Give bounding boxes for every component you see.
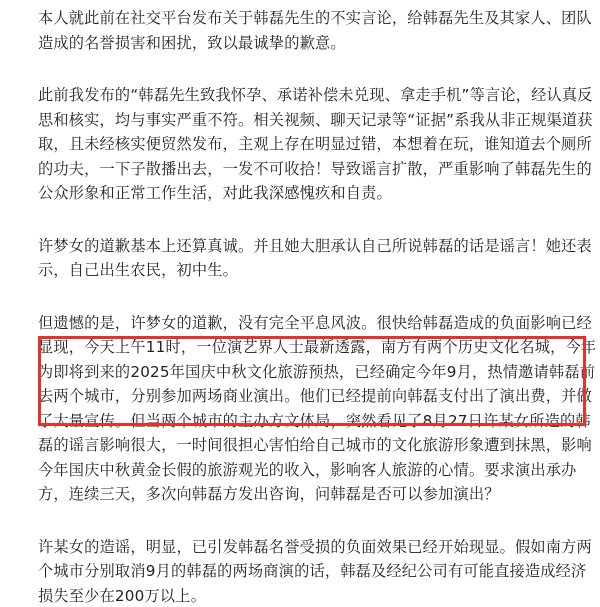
text-line: 个城市分别取消9月的韩磊的两场商演的话，韩磊及经纪公司有可能直接造成经济 — [38, 562, 587, 580]
text-line: 此前我发布的“韩磊先生致我怀孕、承诺补偿未兑现、拿走手机”等言论，经认真反 — [38, 86, 593, 104]
text-line: 今年国庆中秋黄金长假的旅游观光的收入，影响客人旅游的心情。要求演出承办 — [38, 460, 577, 479]
paragraph-commentary — [38, 234, 592, 283]
text-line: 造成的名誉损害和困扰，致以最诚挚的歉意。 — [38, 33, 346, 52]
text-line: 但遗憾的是，许梦女的道歉，没有完全平息风波。很快给韩磊造成的负面影响已经 — [38, 313, 592, 332]
text-line: 损失至少在200万以上。 — [38, 586, 207, 605]
text-line: 去两个城市，分别参加两场商业演出。他们已经提前向韩磊支付出了演出费，并做 — [38, 387, 592, 405]
text-line: 显现，今天上午11时，一位演艺界人士最新透露，南方有两个历史文化名城，今年 — [38, 338, 597, 356]
paragraph-admission — [38, 83, 593, 206]
paragraph-apology — [38, 6, 592, 55]
text-line: 取，且未经核实便贸然发布，主观上存在明显过错，本想着在玩，谁知道去个厕所 — [38, 135, 592, 153]
paragraph-impact — [38, 311, 597, 507]
text-line: 公众形象和正常工作生活，对此我深感愧疚和自责。 — [38, 184, 392, 202]
text-line: 示，自己出生农民，初中生。 — [38, 261, 239, 279]
text-line: 方，连续三天，多次向韩磊方发出咨询，问韩磊是否可以参加演出？ — [38, 485, 500, 503]
text-line: 为即将到来的2025年国庆中秋文化旅游预热，已经确定今年9月，热情邀请韩磊前 — [38, 362, 596, 381]
text-line: 磊的谣言影响很大，一时间很担心害怕给自己城市的文化旅游形象遭到抹黑，影响 — [38, 436, 592, 454]
text-line: 本人就此前在社交平台发布关于韩磊先生的不实言论，给韩磊先生及其家人、团队 — [38, 9, 592, 27]
text-line: 许梦女的道歉基本上还算真诚。并且她大胆承认自己所说韩磊的话是谣言！她还表 — [38, 236, 592, 255]
text-line: 许某女的造谣，明显，已引发韩磊名誉受损的负面效果已经开始现显。假如南方两 — [38, 537, 592, 556]
text-line: 了大量宣传。但当两个城市的主办方文体局，突然看见了8月27日许某女所造的韩 — [38, 411, 591, 430]
paragraph-loss-estimate — [38, 535, 592, 607]
text-line: 的功夫，一下子散播出去，一发不可收拾！导致谣言扩散，严重影响了韩磊先生的 — [38, 159, 592, 178]
text-line: 思和核实，均与事实严重不符。相关视频、聊天记录等“证据”系我从非正规渠道获 — [38, 110, 593, 129]
